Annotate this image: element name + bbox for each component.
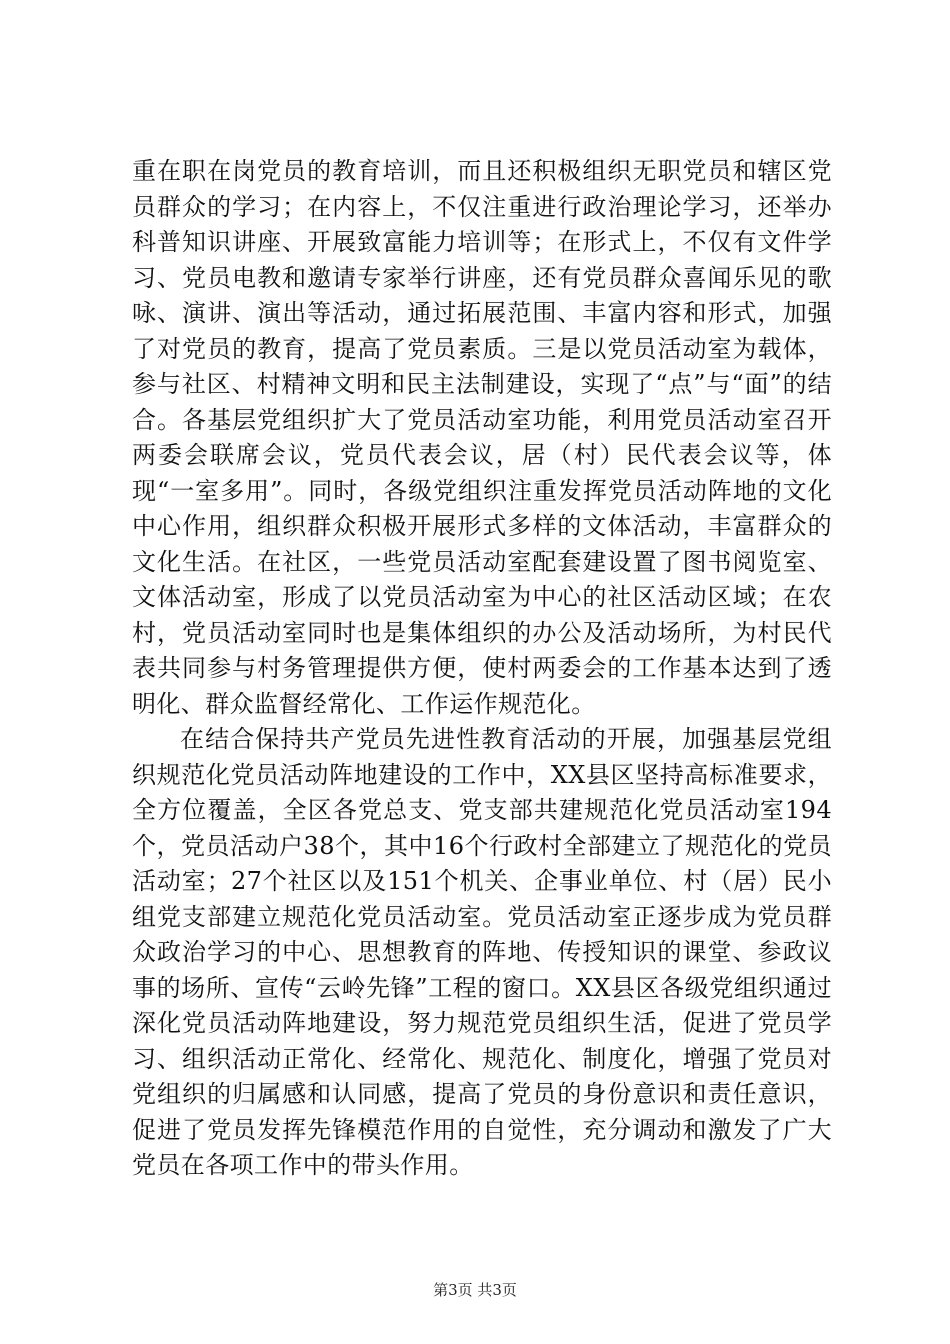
paragraph-2: 在结合保持共产党员先进性教育活动的开展，加强基层党组织规范化党员活动阵地建设的工作中，XX县区坚持高标准要求，全方位覆盖，全区各党总支、党支部共建规范化党员活动室194个，党员活动户38个，其中16个行政村全部建立了规范化的党员活动室；27个社区以及151个机关、企事业单位、村（居）民小组党支部建立规范化党员活动室。党员活动室正逐步成为党员群众政治学习的中心、思想教育的阵地、传授知识的课堂、参政议事的场所、宣传“云岭先锋”工程的窗口。XX县区各级党组织通过深化党员活动阵地建设，努力规范党员组织生活，促进了党员学习、组织活动正常化、经常化、规范化、制度化，增强了党员对党组织的归属感和认同感，提高了党员的身份意识和责任意识，促进了党员发挥先锋模范作用的自觉性，充分调动和激发了广大党员在各项工作中的带头作用。 bbox=[132, 725, 832, 1179]
page-footer: 第3页 共3页 bbox=[433, 1281, 517, 1299]
document-body bbox=[132, 154, 832, 1184]
paragraph-1: 重在职在岗党员的教育培训，而且还积极组织无职党员和辖区党员群众的学习；在内容上，不仅注重进行政治理论学习，还举办科普知识讲座、开展致富能力培训等；在形式上，不仅有文件学习、党员电教和邀请专家举行讲座，还有党员群众喜闻乐见的歌咏、演讲、演出等活动，通过拓展范围、丰富内容和形式，加强了对党员的教育，提高了党员素质。三是以党员活动室为载体，参与社区、村精神文明和民主法制建设，实现了“点”与“面”的结合。各基层党组织扩大了党员活动室功能，利用党员活动室召开两委会联席会议，党员代表会议，居（村）民代表会议等，体现“一室多用”。同时，各级党组织注重发挥党员活动阵地的文化中心作用，组织群众积极开展形式多样的文体活动，丰富群众的文化生活。在社区，一些党员活动室配套建设置了图书阅览室、文体活动室，形成了以党员活动室为中心的社区活动区域；在农村，党员活动室同时也是集体组织的办公及活动场所，为村民代表共同参与村务管理提供方便，使村两委会的工作基本达到了透明化、群众监督经常化、工作运作规范化。 bbox=[132, 157, 832, 718]
